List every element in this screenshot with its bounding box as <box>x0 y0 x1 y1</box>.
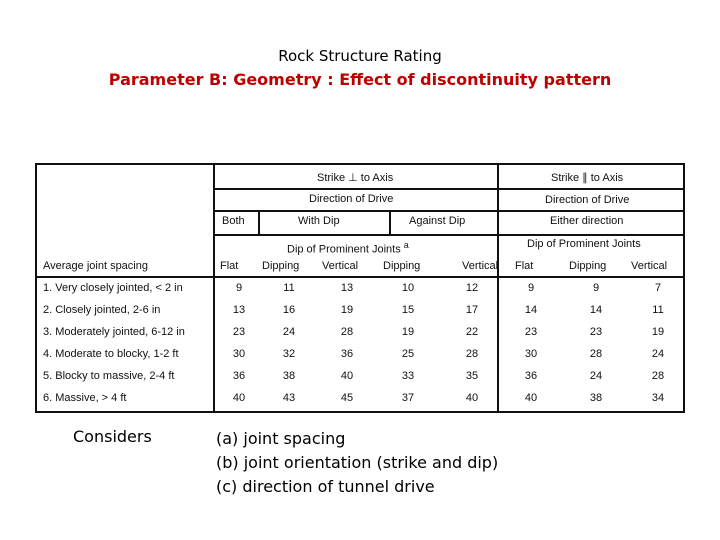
header-dip-of-prominent-joints <box>287 240 409 256</box>
column-header-vertical: Vertical <box>631 260 668 272</box>
table-divider <box>37 276 685 278</box>
rsr-table <box>35 163 685 413</box>
table-cell: 23 <box>589 326 603 338</box>
column-header-flat: Flat <box>515 260 534 272</box>
header-with-dip: With Dip <box>298 215 340 227</box>
header-both: Both <box>222 215 245 227</box>
table-cell: 19 <box>401 326 415 338</box>
header-dip-label: Dip of Prominent Joints <box>287 243 401 256</box>
table-cell: 10 <box>401 282 415 294</box>
table-cell: 23 <box>524 326 538 338</box>
table-cell: 22 <box>465 326 479 338</box>
considers-label: Considers <box>73 427 152 446</box>
table-cell: 28 <box>465 348 479 360</box>
footnote-marker: a <box>403 240 409 250</box>
slide-title: Rock Structure Rating <box>278 47 442 65</box>
table-divider <box>213 165 215 413</box>
table-divider <box>258 210 260 234</box>
table-cell: 40 <box>340 370 354 382</box>
table-cell: 24 <box>589 370 603 382</box>
column-header-dipping: Dipping <box>383 260 421 272</box>
table-cell: 19 <box>340 304 354 316</box>
table-cell: 9 <box>592 282 600 294</box>
table-cell: 16 <box>282 304 296 316</box>
considers-list <box>216 427 498 499</box>
row-label: 6. Massive, > 4 ft <box>43 392 127 404</box>
table-divider <box>497 165 499 413</box>
considers-item: (c) direction of tunnel drive <box>216 477 435 496</box>
table-cell: 36 <box>232 370 246 382</box>
table-cell: 33 <box>401 370 415 382</box>
table-cell: 17 <box>465 304 479 316</box>
table-cell: 15 <box>401 304 415 316</box>
table-cell: 28 <box>340 326 354 338</box>
table-cell: 32 <box>282 348 296 360</box>
table-cell: 9 <box>527 282 535 294</box>
table-cell: 30 <box>232 348 246 360</box>
table-cell: 14 <box>524 304 538 316</box>
table-cell: 37 <box>401 392 415 404</box>
table-cell: 9 <box>235 282 243 294</box>
table-cell: 13 <box>232 304 246 316</box>
considers-item: (a) joint spacing <box>216 429 346 448</box>
header-against-dip: Against Dip <box>409 215 466 227</box>
table-cell: 23 <box>232 326 246 338</box>
table-cell: 24 <box>282 326 296 338</box>
column-header-dipping: Dipping <box>569 260 607 272</box>
header-strike-perpendicular: Strike ⊥ to Axis <box>317 172 394 184</box>
header-dip-of-prominent-joints: Dip of Prominent Joints <box>527 238 641 250</box>
column-header-flat: Flat <box>220 260 239 272</box>
table-cell: 38 <box>282 370 296 382</box>
row-label: 4. Moderate to blocky, 1-2 ft <box>43 348 179 360</box>
table-divider <box>213 234 685 236</box>
table-cell: 45 <box>340 392 354 404</box>
table-cell: 28 <box>651 370 665 382</box>
row-label: 5. Blocky to massive, 2-4 ft <box>43 370 175 382</box>
column-header-vertical: Vertical <box>462 260 499 272</box>
table-cell: 40 <box>465 392 479 404</box>
row-label: 2. Closely jointed, 2-6 in <box>43 304 161 316</box>
table-cell: 36 <box>524 370 538 382</box>
table-cell: 35 <box>465 370 479 382</box>
table-cell: 19 <box>651 326 665 338</box>
header-direction-of-drive: Direction of Drive <box>545 194 630 206</box>
table-cell: 30 <box>524 348 538 360</box>
table-cell: 40 <box>232 392 246 404</box>
table-cell: 36 <box>340 348 354 360</box>
considers-item: (b) joint orientation (strike and dip) <box>216 453 499 472</box>
column-header-vertical: Vertical <box>322 260 359 272</box>
table-cell: 24 <box>651 348 665 360</box>
table-divider <box>389 210 391 234</box>
header-average-joint-spacing: Average joint spacing <box>43 260 148 272</box>
slide-subtitle: Parameter B: Geometry : Effect of discontinuity pattern <box>108 70 612 89</box>
table-cell: 34 <box>651 392 665 404</box>
table-divider <box>213 210 685 212</box>
table-divider <box>213 188 685 190</box>
table-cell: 12 <box>465 282 479 294</box>
table-cell: 11 <box>283 282 295 294</box>
row-label: 3. Moderately jointed, 6-12 in <box>43 326 185 338</box>
table-cell: 25 <box>401 348 415 360</box>
table-cell: 14 <box>589 304 603 316</box>
table-cell: 38 <box>589 392 603 404</box>
table-cell: 43 <box>282 392 296 404</box>
header-either-direction: Either direction <box>550 215 624 227</box>
row-label: 1. Very closely jointed, < 2 in <box>43 282 183 294</box>
header-direction-of-drive: Direction of Drive <box>309 193 394 205</box>
table-cell: 7 <box>654 282 662 294</box>
table-cell: 28 <box>589 348 603 360</box>
table-cell: 11 <box>652 304 664 316</box>
table-cell: 13 <box>340 282 354 294</box>
header-strike-parallel: Strike ∥ to Axis <box>551 172 624 184</box>
column-header-dipping: Dipping <box>262 260 300 272</box>
table-cell: 40 <box>524 392 538 404</box>
